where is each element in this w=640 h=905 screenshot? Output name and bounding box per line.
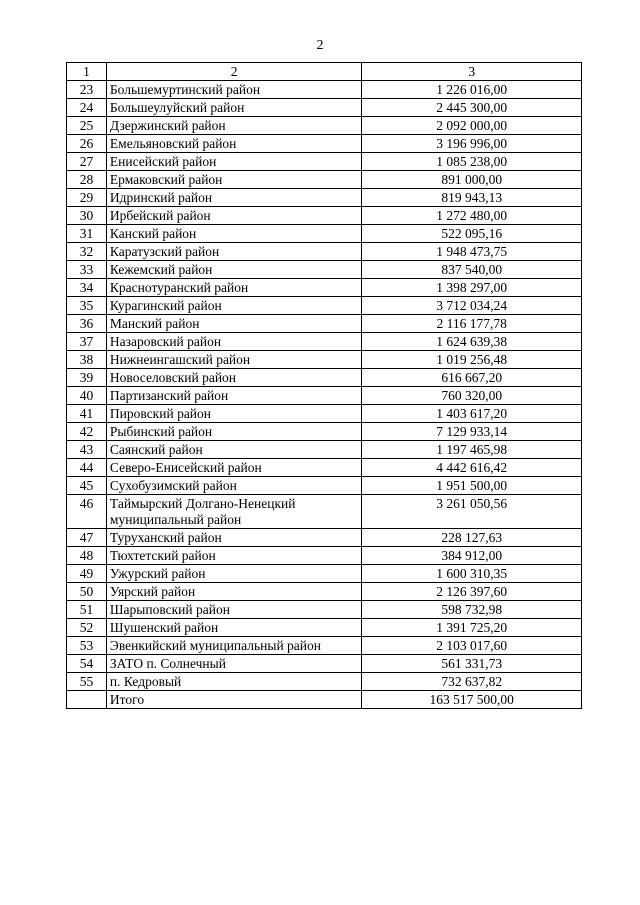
row-amount-cell: 228 127,63 — [362, 529, 582, 547]
row-district-cell: Курагинский район — [106, 297, 362, 315]
table-row — [67, 495, 582, 529]
row-number-cell: 38 — [67, 351, 107, 369]
table-row — [67, 315, 582, 333]
table-row — [67, 207, 582, 225]
row-district-cell: Пировский район — [106, 405, 362, 423]
row-number-cell: 48 — [67, 547, 107, 565]
row-number-cell: 40 — [67, 387, 107, 405]
row-amount-cell: 1 403 617,20 — [362, 405, 582, 423]
table-row — [67, 279, 582, 297]
row-number-cell: 45 — [67, 477, 107, 495]
header-cell-name: 2 — [106, 63, 362, 81]
row-amount-cell: 1 226 016,00 — [362, 81, 582, 99]
row-amount-cell: 1 398 297,00 — [362, 279, 582, 297]
row-district-cell: Емельяновский район — [106, 135, 362, 153]
table-row — [67, 655, 582, 673]
row-district-cell: Ермаковский район — [106, 171, 362, 189]
table-header-row — [67, 63, 582, 81]
row-number-cell: 41 — [67, 405, 107, 423]
row-amount-cell: 598 732,98 — [362, 601, 582, 619]
table-row — [67, 135, 582, 153]
table-row — [67, 405, 582, 423]
table-row — [67, 673, 582, 691]
table-row — [67, 117, 582, 135]
row-district-cell: Шушенский район — [106, 619, 362, 637]
row-amount-cell: 1 197 465,98 — [362, 441, 582, 459]
row-number-cell: 32 — [67, 243, 107, 261]
row-number-cell: 29 — [67, 189, 107, 207]
row-district-cell: Каратузский район — [106, 243, 362, 261]
total-number-cell — [67, 691, 107, 709]
table-row — [67, 99, 582, 117]
row-district-cell: Сухобузимский район — [106, 477, 362, 495]
row-number-cell: 44 — [67, 459, 107, 477]
row-district-cell: Енисейский район — [106, 153, 362, 171]
row-district-cell: Шарыповский район — [106, 601, 362, 619]
row-amount-cell: 561 331,73 — [362, 655, 582, 673]
row-district-cell: Уярский район — [106, 583, 362, 601]
row-amount-cell: 522 095,16 — [362, 225, 582, 243]
row-number-cell: 31 — [67, 225, 107, 243]
row-number-cell: 27 — [67, 153, 107, 171]
row-amount-cell: 819 943,13 — [362, 189, 582, 207]
row-amount-cell: 3 712 034,24 — [362, 297, 582, 315]
page-number: 2 — [316, 38, 324, 53]
total-label-cell: Итого — [106, 691, 362, 709]
table-total-row — [67, 691, 582, 709]
table-row — [67, 637, 582, 655]
table-row — [67, 351, 582, 369]
allocation-table — [66, 62, 582, 709]
table-row — [67, 459, 582, 477]
row-number-cell: 30 — [67, 207, 107, 225]
table-row — [67, 81, 582, 99]
row-district-cell: Туруханский район — [106, 529, 362, 547]
row-district-cell: Партизанский район — [106, 387, 362, 405]
row-amount-cell: 837 540,00 — [362, 261, 582, 279]
table-row — [67, 369, 582, 387]
table-row — [67, 297, 582, 315]
row-district-cell: ЗАТО п. Солнечный — [106, 655, 362, 673]
table-row — [67, 619, 582, 637]
table-row — [67, 153, 582, 171]
row-amount-cell: 384 912,00 — [362, 547, 582, 565]
table-row — [67, 387, 582, 405]
row-number-cell: 52 — [67, 619, 107, 637]
table-row — [67, 333, 582, 351]
table-row — [67, 441, 582, 459]
row-district-cell: Нижнеингашский район — [106, 351, 362, 369]
row-amount-cell: 1 272 480,00 — [362, 207, 582, 225]
row-amount-cell: 4 442 616,42 — [362, 459, 582, 477]
row-number-cell: 37 — [67, 333, 107, 351]
row-amount-cell: 1 391 725,20 — [362, 619, 582, 637]
row-number-cell: 34 — [67, 279, 107, 297]
total-amount-cell: 163 517 500,00 — [362, 691, 582, 709]
row-district-cell: Идринский район — [106, 189, 362, 207]
row-number-cell: 33 — [67, 261, 107, 279]
row-number-cell: 42 — [67, 423, 107, 441]
row-amount-cell: 3 261 050,56 — [362, 495, 582, 529]
row-number-cell: 47 — [67, 529, 107, 547]
row-amount-cell: 760 320,00 — [362, 387, 582, 405]
table-row — [67, 171, 582, 189]
row-district-cell: Саянский район — [106, 441, 362, 459]
row-number-cell: 23 — [67, 81, 107, 99]
row-number-cell: 25 — [67, 117, 107, 135]
table-row — [67, 547, 582, 565]
header-cell-number: 1 — [67, 63, 107, 81]
row-amount-cell: 7 129 933,14 — [362, 423, 582, 441]
table-row — [67, 243, 582, 261]
table-row — [67, 565, 582, 583]
row-district-cell: Таймырский Долгано-Ненецкий муниципальный район — [106, 495, 362, 529]
row-number-cell: 26 — [67, 135, 107, 153]
row-district-cell: Ужурский район — [106, 565, 362, 583]
row-number-cell: 24 — [67, 99, 107, 117]
row-amount-cell: 1 600 310,35 — [362, 565, 582, 583]
table-row — [67, 583, 582, 601]
row-number-cell: 36 — [67, 315, 107, 333]
row-district-cell: Большеулуйский район — [106, 99, 362, 117]
row-amount-cell: 1 951 500,00 — [362, 477, 582, 495]
table-row — [67, 261, 582, 279]
row-number-cell: 53 — [67, 637, 107, 655]
row-district-cell: п. Кедровый — [106, 673, 362, 691]
row-district-cell: Большемуртинский район — [106, 81, 362, 99]
row-number-cell: 50 — [67, 583, 107, 601]
row-number-cell: 35 — [67, 297, 107, 315]
row-amount-cell: 2 126 397,60 — [362, 583, 582, 601]
row-amount-cell: 732 637,82 — [362, 673, 582, 691]
row-district-cell: Новоселовский район — [106, 369, 362, 387]
table-row — [67, 423, 582, 441]
row-district-cell: Манский район — [106, 315, 362, 333]
row-district-cell: Кежемский район — [106, 261, 362, 279]
row-amount-cell: 1 019 256,48 — [362, 351, 582, 369]
row-number-cell: 28 — [67, 171, 107, 189]
row-number-cell: 54 — [67, 655, 107, 673]
row-district-cell: Назаровский район — [106, 333, 362, 351]
table-row — [67, 529, 582, 547]
row-amount-cell: 2 116 177,78 — [362, 315, 582, 333]
row-amount-cell: 891 000,00 — [362, 171, 582, 189]
row-number-cell: 55 — [67, 673, 107, 691]
row-district-cell: Ирбейский район — [106, 207, 362, 225]
row-amount-cell: 1 948 473,75 — [362, 243, 582, 261]
row-number-cell: 51 — [67, 601, 107, 619]
row-number-cell: 43 — [67, 441, 107, 459]
row-district-cell: Тюхтетский район — [106, 547, 362, 565]
table-row — [67, 477, 582, 495]
row-amount-cell: 1 624 639,38 — [362, 333, 582, 351]
row-district-cell: Эвенкийский муниципальный район — [106, 637, 362, 655]
row-amount-cell: 1 085 238,00 — [362, 153, 582, 171]
row-amount-cell: 2 092 000,00 — [362, 117, 582, 135]
row-district-cell: Дзержинский район — [106, 117, 362, 135]
row-amount-cell: 2 445 300,00 — [362, 99, 582, 117]
row-amount-cell: 2 103 017,60 — [362, 637, 582, 655]
table-row — [67, 189, 582, 207]
row-amount-cell: 3 196 996,00 — [362, 135, 582, 153]
row-district-cell: Северо-Енисейский район — [106, 459, 362, 477]
table-row — [67, 225, 582, 243]
row-amount-cell: 616 667,20 — [362, 369, 582, 387]
row-district-cell: Канский район — [106, 225, 362, 243]
table-row — [67, 601, 582, 619]
header-cell-amount: 3 — [362, 63, 582, 81]
row-number-cell: 39 — [67, 369, 107, 387]
row-district-cell: Рыбинский район — [106, 423, 362, 441]
row-number-cell: 49 — [67, 565, 107, 583]
row-district-cell: Краснотуранский район — [106, 279, 362, 297]
row-number-cell: 46 — [67, 495, 107, 529]
